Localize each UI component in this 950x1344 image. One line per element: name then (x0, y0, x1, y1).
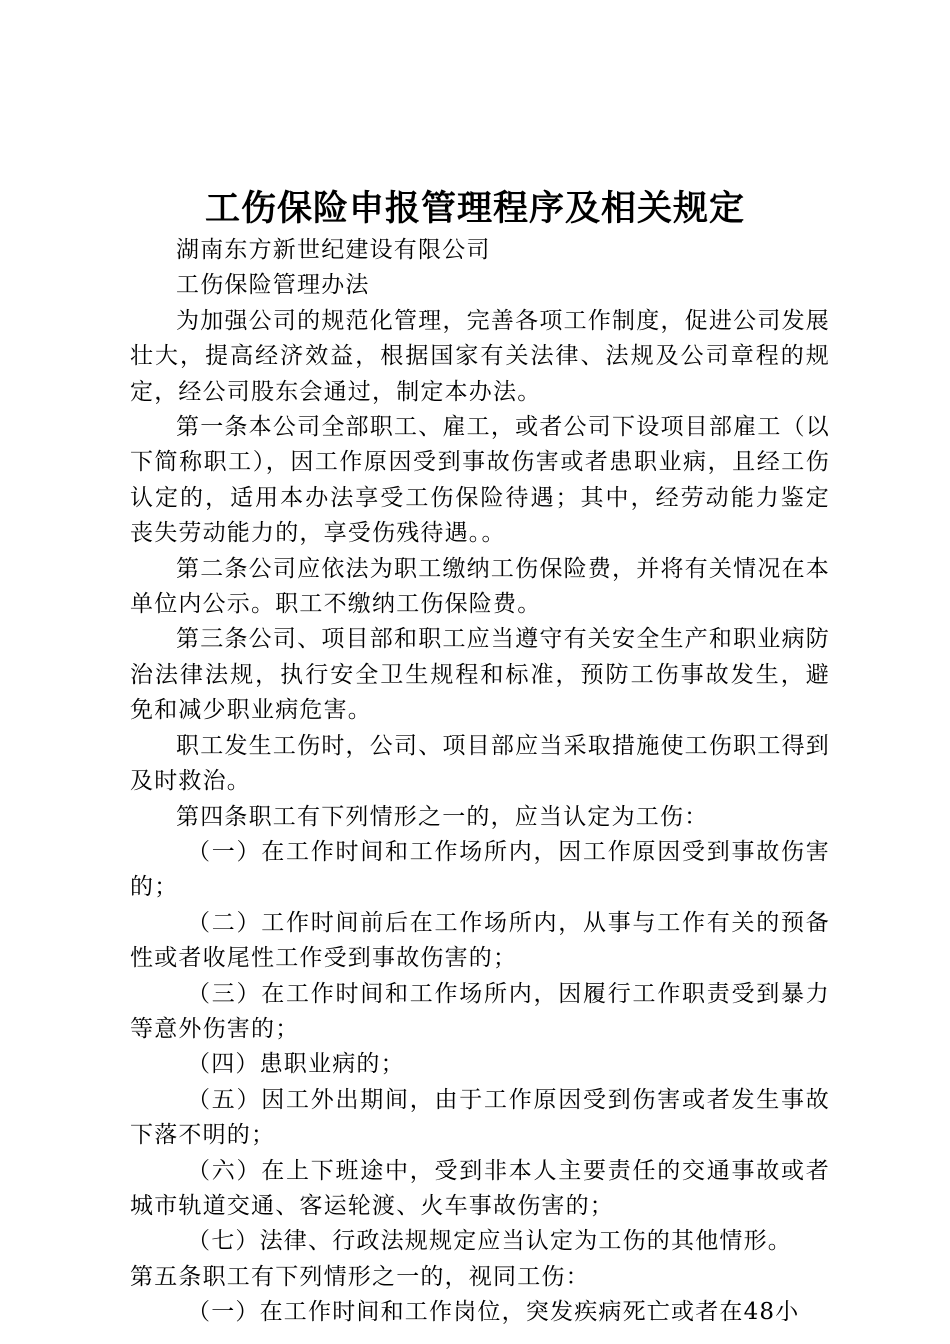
article-4-item: （五）因工外出期间，由于工作原因受到伤害或者发生事故下落不明的； (130, 1086, 830, 1149)
article-1-paragraph: 第一条本公司全部职工、雇工，或者公司下设项目部雇工（以下简称职工），因工作原因受到事故伤害或者患职业病，且经工伤认定的，适用本办法享受工伤保险待遇；其中，经劳动能力鉴定丧失劳动能力的，享受伤残待遇。。 (130, 414, 830, 547)
article-4-item: （七）法律、行政法规规定应当认定为工伤的其他情形。 (187, 1228, 792, 1255)
regulation-name: 工伤保险管理办法 (176, 272, 370, 299)
article-5-item: （一）在工作时间和工作岗位，突发疾病死亡或者在48小 (187, 1299, 800, 1326)
treatment-paragraph: 职工发生工伤时，公司、项目部应当采取措施使工伤职工得到及时救治。 (130, 732, 830, 795)
article-4-item: （四）患职业病的； (187, 1051, 405, 1078)
article-4-item: （三）在工作时间和工作场所内，因履行工作职责受到暴力等意外伤害的； (130, 980, 830, 1042)
preamble-paragraph: 为加强公司的规范化管理，完善各项工作制度，促进公司发展壮大，提高经济效益，根据国家有关法律、法规及公司章程的规定，经公司股东会通过，制定本办法。 (130, 307, 830, 405)
article-4-item: （二）工作时间前后在工作场所内，从事与工作有关的预备性或者收尾性工作受到事故伤害的； (130, 909, 830, 972)
document-title: 工伤保险申报管理程序及相关规定 (204, 188, 745, 229)
article-3-paragraph: 第三条公司、项目部和职工应当遵守有关安全生产和职业病防治法律法规，执行安全卫生规程和标准，预防工伤事故发生，避免和减少职业病危害。 (130, 626, 830, 724)
article-5-paragraph: 第五条职工有下列情形之一的，视同工伤： (130, 1263, 590, 1290)
article-4-item: （六）在上下班途中，受到非本人主要责任的交通事故或者城市轨道交通、客运轮渡、火车事故伤害的； (130, 1157, 830, 1219)
article-4-paragraph: 第四条职工有下列情形之一的，应当认定为工伤： (176, 803, 709, 830)
article-4-item: （一）在工作时间和工作场所内，因工作原因受到事故伤害的； (130, 838, 830, 901)
document-body (130, 233, 830, 1331)
company-name: 湖南东方新世纪建设有限公司 (176, 237, 491, 263)
article-2-paragraph: 第二条公司应依法为职工缴纳工伤保险费，并将有关情况在本单位内公示。职工不缴纳工伤保险费。 (130, 555, 830, 618)
